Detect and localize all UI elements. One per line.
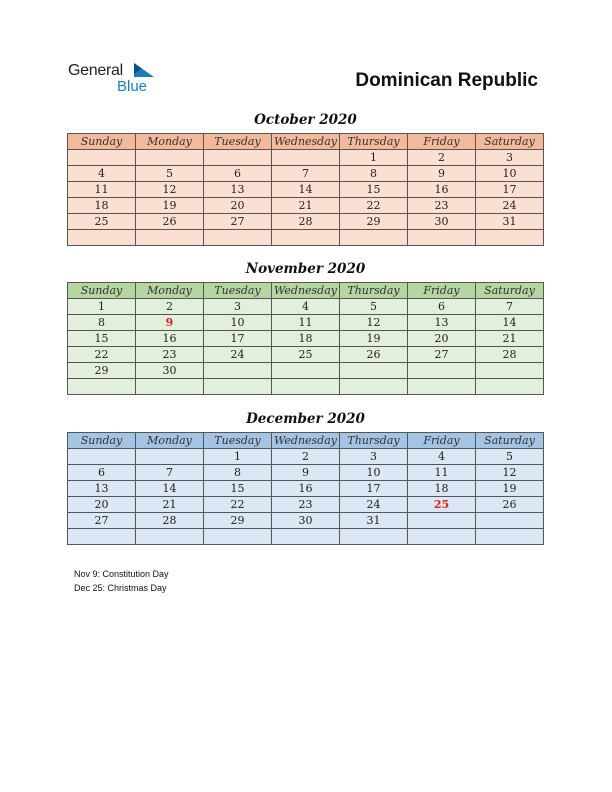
day-cell: 20 [408, 331, 476, 347]
week-row [68, 214, 544, 230]
weekday-header: Sunday [68, 283, 136, 299]
day-cell: 22 [68, 347, 136, 363]
day-cell: 3 [204, 299, 272, 315]
day-cell: 4 [68, 166, 136, 182]
month-title-november: November 2020 [245, 261, 366, 277]
calendar-november [67, 282, 544, 395]
day-cell: 16 [136, 331, 204, 347]
day-cell: 11 [408, 465, 476, 481]
day-cell: 21 [136, 497, 204, 513]
day-cell: 1 [68, 299, 136, 315]
weekday-header: Saturday [476, 283, 544, 299]
day-cell: 27 [408, 347, 476, 363]
day-cell [408, 513, 476, 529]
holiday-notes [74, 568, 169, 595]
day-cell: 2 [272, 449, 340, 465]
day-cell [204, 363, 272, 379]
day-cell: 6 [204, 166, 272, 182]
day-cell: 25 [68, 214, 136, 230]
holiday-note: Nov 9: Constitution Day [74, 569, 169, 579]
week-row [68, 513, 544, 529]
day-cell: 30 [272, 513, 340, 529]
day-cell [68, 230, 136, 246]
day-cell: 28 [136, 513, 204, 529]
week-row [68, 166, 544, 182]
weekday-header: Monday [136, 134, 204, 150]
day-cell [136, 230, 204, 246]
day-cell: 18 [408, 481, 476, 497]
day-cell: 13 [68, 481, 136, 497]
day-cell [408, 379, 476, 395]
day-cell [476, 529, 544, 545]
weekday-header: Saturday [476, 134, 544, 150]
day-cell [340, 363, 408, 379]
day-cell [68, 379, 136, 395]
day-cell: 6 [408, 299, 476, 315]
day-cell: 5 [476, 449, 544, 465]
day-cell: 26 [136, 214, 204, 230]
day-cell: 25 [408, 497, 476, 513]
week-row [68, 481, 544, 497]
day-cell: 19 [340, 331, 408, 347]
day-cell [340, 529, 408, 545]
day-cell: 7 [272, 166, 340, 182]
day-cell [204, 529, 272, 545]
day-cell: 29 [68, 363, 136, 379]
week-row [68, 347, 544, 363]
week-row [68, 449, 544, 465]
day-cell [476, 513, 544, 529]
day-cell: 23 [136, 347, 204, 363]
day-cell: 7 [476, 299, 544, 315]
day-cell: 19 [136, 198, 204, 214]
day-cell: 3 [476, 150, 544, 166]
weekday-header: Wednesday [272, 283, 340, 299]
week-row [68, 331, 544, 347]
weekday-header: Tuesday [204, 283, 272, 299]
week-row [68, 363, 544, 379]
day-cell: 27 [68, 513, 136, 529]
week-row [68, 529, 544, 545]
day-cell [340, 230, 408, 246]
day-cell [408, 230, 476, 246]
day-cell: 24 [340, 497, 408, 513]
day-cell: 5 [136, 166, 204, 182]
weekday-header: Wednesday [272, 134, 340, 150]
day-cell: 17 [476, 182, 544, 198]
day-cell: 15 [340, 182, 408, 198]
day-cell: 1 [340, 150, 408, 166]
day-cell: 7 [136, 465, 204, 481]
weekday-header: Tuesday [204, 433, 272, 449]
weekday-header-row [68, 433, 544, 449]
day-cell: 13 [204, 182, 272, 198]
day-cell [272, 150, 340, 166]
day-cell: 3 [340, 449, 408, 465]
day-cell [204, 230, 272, 246]
day-cell [272, 529, 340, 545]
day-cell [272, 363, 340, 379]
weekday-header: Thursday [340, 283, 408, 299]
day-cell: 21 [476, 331, 544, 347]
month-title-december: December 2020 [246, 411, 365, 427]
logo-flag-icon [134, 63, 154, 77]
day-cell [476, 379, 544, 395]
day-cell: 24 [476, 198, 544, 214]
day-cell [68, 449, 136, 465]
weekday-header: Thursday [340, 433, 408, 449]
weekday-header: Thursday [340, 134, 408, 150]
day-cell: 11 [68, 182, 136, 198]
day-cell: 14 [476, 315, 544, 331]
day-cell: 9 [408, 166, 476, 182]
day-cell [204, 379, 272, 395]
day-cell: 5 [340, 299, 408, 315]
week-row [68, 299, 544, 315]
weekday-header-row [68, 134, 544, 150]
weekday-header: Wednesday [272, 433, 340, 449]
day-cell: 9 [272, 465, 340, 481]
day-cell: 25 [272, 347, 340, 363]
day-cell: 26 [476, 497, 544, 513]
day-cell: 31 [476, 214, 544, 230]
day-cell: 22 [340, 198, 408, 214]
day-cell [408, 363, 476, 379]
day-cell: 8 [68, 315, 136, 331]
day-cell: 15 [204, 481, 272, 497]
week-row [68, 198, 544, 214]
day-cell: 23 [272, 497, 340, 513]
day-cell: 30 [408, 214, 476, 230]
logo-text-general: General [68, 62, 123, 79]
day-cell: 29 [204, 513, 272, 529]
day-cell [136, 150, 204, 166]
day-cell [68, 529, 136, 545]
day-cell [340, 379, 408, 395]
day-cell: 12 [136, 182, 204, 198]
week-row [68, 497, 544, 513]
weekday-header: Monday [136, 283, 204, 299]
day-cell: 13 [408, 315, 476, 331]
weekday-header: Sunday [68, 433, 136, 449]
day-cell [204, 150, 272, 166]
day-cell: 24 [204, 347, 272, 363]
day-cell: 4 [408, 449, 476, 465]
day-cell: 9 [136, 315, 204, 331]
day-cell [136, 379, 204, 395]
holiday-note: Dec 25: Christmas Day [74, 582, 167, 593]
day-cell: 1 [204, 449, 272, 465]
weekday-header: Saturday [476, 433, 544, 449]
day-cell [476, 230, 544, 246]
week-row [68, 315, 544, 331]
day-cell [136, 449, 204, 465]
calendar-october [67, 133, 544, 246]
day-cell: 8 [340, 166, 408, 182]
weekday-header: Tuesday [204, 134, 272, 150]
day-cell [136, 529, 204, 545]
day-cell: 16 [272, 481, 340, 497]
day-cell: 17 [204, 331, 272, 347]
day-cell: 6 [68, 465, 136, 481]
week-row [68, 150, 544, 166]
weekday-header: Sunday [68, 134, 136, 150]
day-cell: 28 [476, 347, 544, 363]
day-cell: 10 [476, 166, 544, 182]
week-row [68, 182, 544, 198]
month-title-october: October 2020 [254, 112, 357, 128]
day-cell: 17 [340, 481, 408, 497]
weekday-header: Monday [136, 433, 204, 449]
day-cell: 28 [272, 214, 340, 230]
day-cell: 30 [136, 363, 204, 379]
day-cell: 20 [68, 497, 136, 513]
day-cell: 18 [68, 198, 136, 214]
day-cell: 20 [204, 198, 272, 214]
day-cell: 21 [272, 198, 340, 214]
day-cell: 31 [340, 513, 408, 529]
logo-text-blue: Blue [117, 78, 148, 95]
day-cell: 2 [408, 150, 476, 166]
day-cell [408, 529, 476, 545]
calendar-december [67, 432, 544, 545]
weekday-header: Friday [408, 433, 476, 449]
day-cell: 10 [204, 315, 272, 331]
weekday-header: Friday [408, 283, 476, 299]
day-cell: 14 [136, 481, 204, 497]
day-cell: 15 [68, 331, 136, 347]
day-cell: 11 [272, 315, 340, 331]
day-cell: 12 [476, 465, 544, 481]
day-cell [68, 150, 136, 166]
day-cell: 10 [340, 465, 408, 481]
week-row [68, 379, 544, 395]
day-cell: 26 [340, 347, 408, 363]
day-cell: 23 [408, 198, 476, 214]
day-cell: 14 [272, 182, 340, 198]
day-cell: 18 [272, 331, 340, 347]
weekday-header: Friday [408, 134, 476, 150]
country-title: Dominican Republic [355, 70, 538, 91]
day-cell: 22 [204, 497, 272, 513]
day-cell: 12 [340, 315, 408, 331]
day-cell: 16 [408, 182, 476, 198]
day-cell [272, 379, 340, 395]
generalblue-logo [68, 60, 168, 100]
day-cell: 19 [476, 481, 544, 497]
day-cell [476, 363, 544, 379]
day-cell: 2 [136, 299, 204, 315]
day-cell: 29 [340, 214, 408, 230]
day-cell: 4 [272, 299, 340, 315]
weekday-header-row [68, 283, 544, 299]
week-row [68, 230, 544, 246]
day-cell [272, 230, 340, 246]
week-row [68, 465, 544, 481]
day-cell: 8 [204, 465, 272, 481]
day-cell: 27 [204, 214, 272, 230]
